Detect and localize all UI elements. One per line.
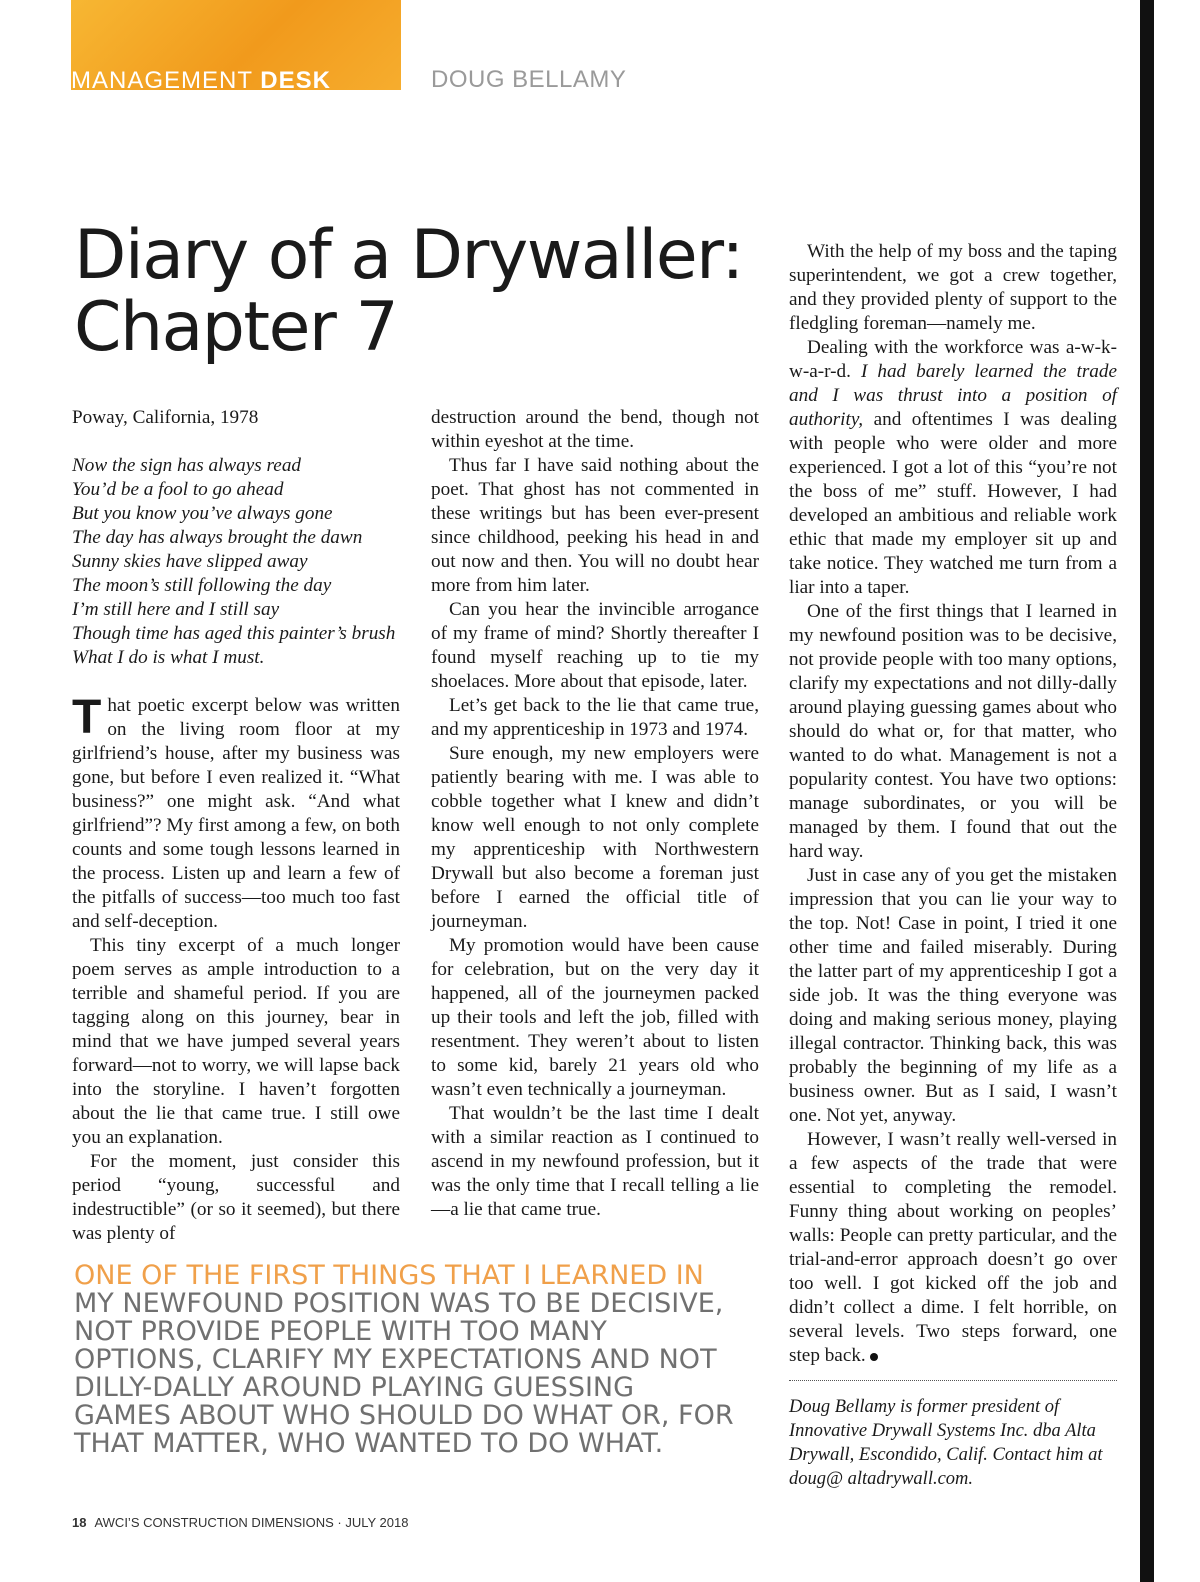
body-paragraph: Thus far I have said nothing about the poet. That ghost has not commented in these writings but has been ever-present since childhood, peeking his head in and out now and then. You will no doubt hear more from him later. [431, 455, 759, 596]
poem-line: You’d be a fool to go ahead [72, 479, 284, 500]
author-label: DOUG BELLAMY [431, 66, 627, 93]
paragraph-text: Dealing with the workforce was a-w-k-w-a-r-d. [789, 337, 1117, 382]
column-1 [72, 406, 400, 1246]
body-paragraph: One of the first things that I learned in my newfound position was to be decisive, not provide people with too many options, clarify my expectations and not dilly-dally around playing guessing games about who should do what or, for that matter, who wanted to do what. Management is not a popularity contest. You have two options: manage subordinates, or you will be managed by them. I found that out the hard way. [789, 601, 1117, 862]
body-paragraph: This tiny excerpt of a much longer poem serves as ample introduction to a terrible and shameful period. If you are tagging along on this journey, bear in mind that we have jumped several years forward—not to worry, we will lapse back into the storyline. I haven’t forgotten about the lie that came true. I still owe you an explanation. [72, 935, 400, 1148]
paragraph-text: However, I wasn’t really well-versed in a few aspects of the trade that were essential to completing the remodel. Funny thing about working on peoples’ walls: People can pretty particular, and the trial-and-error approach doesn’t go over too well. I got kicked off the job and didn’t collect a dime. I felt horrible, on several levels. Two steps forward, one step back. [789, 1129, 1117, 1366]
author-bio: Doug Bellamy is former president of Innovative Drywall Systems Inc. dba Alta Drywall, Escondido, Calif. Contact him at doug@ altadrywall.com. [789, 1397, 1103, 1489]
page-edge-bar [1140, 0, 1154, 1582]
pull-quote-text: MY NEWFOUND POSITION WAS TO BE DECISIVE, NOT PROVIDE PEOPLE WITH TOO MANY OPTIONS, CLARIFY MY EXPECTATIONS AND NOT DILLY-DALLY AROUND PLAYING GUESSING GAMES ABOUT WHO SHOULD DO WHAT OR, FOR THAT MATTER, WHO WANTED TO DO WHAT. [74, 1288, 734, 1459]
poem-line: Though time has aged this painter’s brush [72, 623, 396, 644]
bio-divider [789, 1380, 1117, 1381]
page-footer [72, 1515, 408, 1530]
column-3 [789, 240, 1117, 1491]
poem-line: The moon’s still following the day [72, 575, 332, 596]
title-line-2: Chapter 7 [74, 288, 398, 367]
poem-line: I’m still here and I still say [72, 599, 280, 620]
body-paragraph: destruction around the bend, though not within eyeshot at the time. [431, 407, 759, 452]
column-2 [431, 406, 759, 1222]
body-paragraph: Just in case any of you get the mistaken impression that you can lie your way to the top. Not! Case in point, I tried it one other time and failed miserably. During the latter part of my apprenticeship I got a side job. It was the thing everyone was doing and making serious money, playing illegal contractor. Thinking back, this was probably the beginning of my life as a business owner. But as I said, I wasn’t one. Not yet, anyway. [789, 865, 1117, 1126]
poem-line: But you know you’ve always gone [72, 503, 333, 524]
body-paragraph: Can you hear the invincible arrogance of my frame of mind? Shortly thereafter I found myself reaching up to tie my shoelaces. More about that episode, later. [431, 599, 759, 692]
title-line-1: Diary of a Drywaller: [74, 216, 743, 295]
poem-line: The day has always brought the dawn [72, 527, 363, 548]
article-title [74, 216, 784, 367]
pull-quote-accent: ONE OF THE FIRST THINGS THAT I LEARNED IN [74, 1260, 704, 1291]
publication-info: AWCI’S CONSTRUCTION DIMENSIONS · JULY 2018 [94, 1515, 409, 1530]
body-paragraph [789, 1128, 1117, 1368]
pull-quote [74, 1262, 734, 1458]
page-number: 18 [72, 1515, 87, 1530]
italic-emphasis: I had barely learned the trade and I was thrust into a position of authority, [789, 361, 1117, 430]
dateline: Poway, California, 1978 [72, 407, 259, 428]
body-paragraph: With the help of my boss and the taping superintendent, we got a crew together, and they provided plenty of support to the fledgling foreman—namely me. [789, 241, 1117, 334]
body-paragraph [72, 691, 400, 934]
body-paragraph: For the moment, just consider this period “young, successful and indestructible” (or so it seemed), but there was plenty of [72, 1151, 400, 1244]
poem-line: What I do is what I must. [72, 647, 265, 668]
section-label [71, 66, 331, 92]
section-label-light: MANAGEMENT [71, 67, 261, 92]
body-paragraph: Let’s get back to the lie that came true, and my apprenticeship in 1973 and 1974. [431, 695, 759, 740]
body-paragraph [789, 336, 1117, 600]
paragraph-text: and oftentimes I was dealing with people who were older and more experienced. I got a lot of this “you’re not the boss of me” stuff. However, I had developed an ambitious and reliable work ethic that made my employer sit up and take notice. They watched me turn from a liar into a taper. [789, 409, 1117, 598]
body-paragraph: My promotion would have been cause for celebration, but on the very day it happened, all of the journeymen packed up their tools and left the job, filled with resentment. They weren’t about to listen to some kid, barely 21 years old who wasn’t even technically a journeyman. [431, 935, 759, 1100]
drop-cap: T [72, 691, 102, 744]
poem-line: Sunny skies have slipped away [72, 551, 308, 572]
end-mark-icon [870, 1353, 878, 1361]
poem-excerpt [72, 454, 400, 670]
poem-line: Now the sign has always read [72, 455, 302, 476]
body-paragraph: Sure enough, my new employers were patiently bearing with me. I was able to cobble together what I knew and didn’t know well enough to not only complete my apprenticeship with Northwestern Drywall but also become a foreman just before I earned the official title of journeyman. [431, 743, 759, 932]
body-paragraph: That wouldn’t be the last time I dealt with a similar reaction as I continued to ascend in my newfound profession, but it was the only time that I recall telling a lie—a lie that came true. [431, 1103, 759, 1220]
section-label-bold: DESK [260, 67, 331, 92]
paragraph-text: hat poetic excerpt below was written on the living room floor at my girlfriend’s house, after my business was gone, but before I even realized it. “What business?” one might ask. “And what girlfriend”? My first among a few, on both counts and some tough lessons learned in the process. Listen up and learn a few of the pitfalls of success—too much too fast and self-deception. [72, 695, 400, 932]
